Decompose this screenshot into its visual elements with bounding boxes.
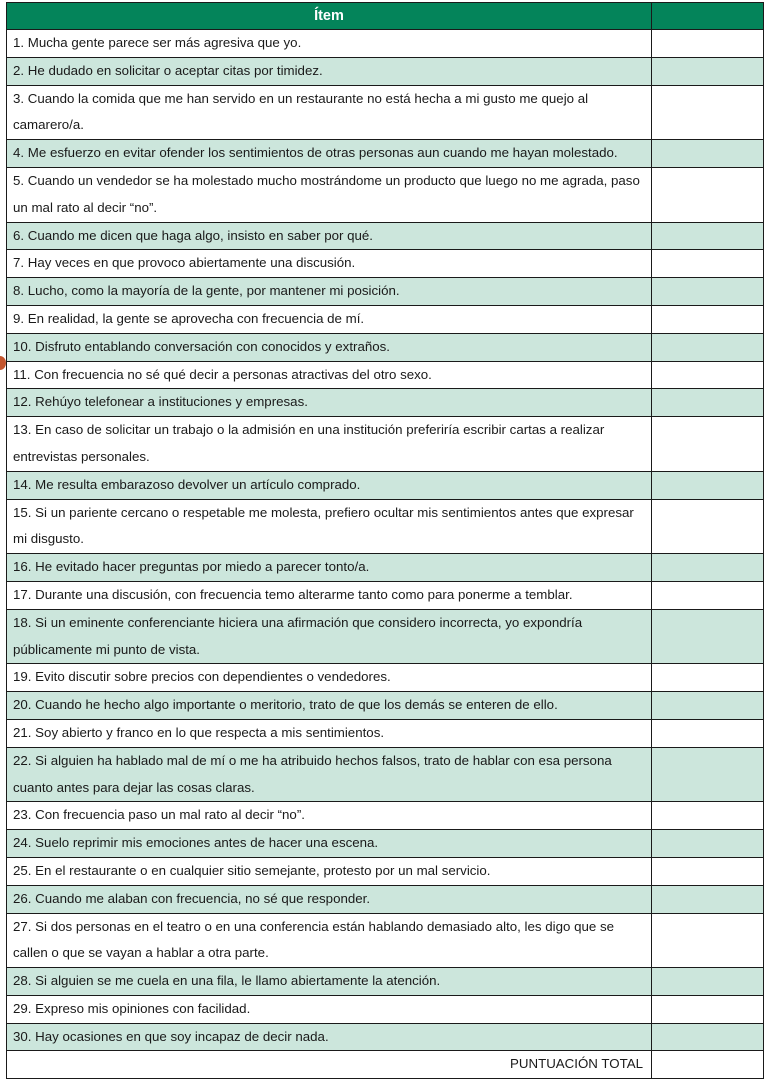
item-text: 27. Si dos personas en el teatro o en una conferencia están hablando demasiado alto, les digo que se callen o que se vayan a hablar a otra parte. (7, 913, 652, 968)
item-text: 22. Si alguien ha hablado mal de mí o me ha atribuido hechos falsos, trato de hablar con esa persona cuanto antes para dejar las cosas claras. (7, 747, 652, 802)
table-row (7, 471, 764, 499)
item-text: 19. Evito discutir sobre precios con dependientes o vendedores. (7, 664, 652, 692)
score-cell[interactable] (652, 499, 764, 554)
item-text: 13. En caso de solicitar un trabajo o la admisión en una institución preferiría escribir cartas a realizar entrevistas personales. (7, 417, 652, 472)
table-row (7, 167, 764, 222)
item-rows (7, 30, 764, 1051)
table-row (7, 305, 764, 333)
item-text: 21. Soy abierto y franco en lo que respecta a mis sentimientos. (7, 719, 652, 747)
table-row (7, 85, 764, 140)
item-text: 17. Durante una discusión, con frecuencia temo alterarme tanto como para ponerme a temblar. (7, 581, 652, 609)
item-text: 25. En el restaurante o en cualquier sitio semejante, protesto por un mal servicio. (7, 857, 652, 885)
table-row (7, 140, 764, 168)
item-text: 5. Cuando un vendedor se ha molestado mucho mostrándome un producto que luego no me agrada, paso un mal rato al decir “no”. (7, 167, 652, 222)
score-cell[interactable] (652, 719, 764, 747)
score-cell[interactable] (652, 250, 764, 278)
item-text: 26. Cuando me alaban con frecuencia, no sé que responder. (7, 885, 652, 913)
item-text: 11. Con frecuencia no sé qué decir a personas atractivas del otro sexo. (7, 361, 652, 389)
score-cell[interactable] (652, 222, 764, 250)
table-row (7, 995, 764, 1023)
score-cell[interactable] (652, 278, 764, 306)
item-text: 9. En realidad, la gente se aprovecha con frecuencia de mí. (7, 305, 652, 333)
table-row (7, 1023, 764, 1051)
score-cell[interactable] (652, 389, 764, 417)
item-text: 16. He evitado hacer preguntas por miedo a parecer tonto/a. (7, 554, 652, 582)
table-row (7, 389, 764, 417)
score-cell[interactable] (652, 85, 764, 140)
header-item: Ítem (7, 3, 652, 30)
item-text: 30. Hay ocasiones en que soy incapaz de decir nada. (7, 1023, 652, 1051)
score-cell[interactable] (652, 57, 764, 85)
table-row (7, 692, 764, 720)
score-cell[interactable] (652, 167, 764, 222)
score-cell[interactable] (652, 885, 764, 913)
table-row (7, 664, 764, 692)
table-row (7, 802, 764, 830)
score-cell[interactable] (652, 554, 764, 582)
header-score (652, 3, 764, 30)
total-label: PUNTUACIÓN TOTAL (7, 1051, 652, 1079)
table-row (7, 554, 764, 582)
table-row (7, 609, 764, 664)
item-text: 1. Mucha gente parece ser más agresiva que yo. (7, 30, 652, 58)
item-text: 15. Si un pariente cercano o respetable me molesta, prefiero ocultar mis sentimientos antes que expresar mi disgusto. (7, 499, 652, 554)
table-header-row (7, 3, 764, 30)
table-row (7, 278, 764, 306)
table-row (7, 333, 764, 361)
score-cell[interactable] (652, 333, 764, 361)
table-row (7, 250, 764, 278)
score-cell[interactable] (652, 995, 764, 1023)
table-row (7, 747, 764, 802)
item-text: 4. Me esfuerzo en evitar ofender los sentimientos de otras personas aun cuando me hayan molestado. (7, 140, 652, 168)
score-cell[interactable] (652, 913, 764, 968)
item-text: 6. Cuando me dicen que haga algo, insisto en saber por qué. (7, 222, 652, 250)
score-cell[interactable] (652, 802, 764, 830)
score-cell[interactable] (652, 1023, 764, 1051)
score-cell[interactable] (652, 609, 764, 664)
assertiveness-inventory-table (6, 2, 764, 1079)
item-text: 20. Cuando he hecho algo importante o meritorio, trato de que los demás se enteren de ello. (7, 692, 652, 720)
item-text: 18. Si un eminente conferenciante hiciera una afirmación que considero incorrecta, yo expondría públicamente mi punto de vista. (7, 609, 652, 664)
score-cell[interactable] (652, 664, 764, 692)
score-cell[interactable] (652, 30, 764, 58)
item-text: 23. Con frecuencia paso un mal rato al decir “no”. (7, 802, 652, 830)
table-row (7, 581, 764, 609)
table-row (7, 222, 764, 250)
item-text: 3. Cuando la comida que me han servido en un restaurante no está hecha a mi gusto me quejo al camarero/a. (7, 85, 652, 140)
item-text: 24. Suelo reprimir mis emociones antes de hacer una escena. (7, 830, 652, 858)
table-row (7, 719, 764, 747)
total-score-cell[interactable] (652, 1051, 764, 1079)
score-cell[interactable] (652, 857, 764, 885)
item-text: 12. Rehúyo telefonear a instituciones y empresas. (7, 389, 652, 417)
table-row (7, 30, 764, 58)
total-row (7, 1051, 764, 1079)
score-cell[interactable] (652, 692, 764, 720)
table-row (7, 57, 764, 85)
table-row (7, 830, 764, 858)
score-cell[interactable] (652, 305, 764, 333)
item-text: 8. Lucho, como la mayoría de la gente, por mantener mi posición. (7, 278, 652, 306)
table-row (7, 913, 764, 968)
table-row (7, 968, 764, 996)
score-cell[interactable] (652, 417, 764, 472)
table-row (7, 417, 764, 472)
score-cell[interactable] (652, 581, 764, 609)
table-row (7, 885, 764, 913)
table-row (7, 499, 764, 554)
item-text: 14. Me resulta embarazoso devolver un artículo comprado. (7, 471, 652, 499)
score-cell[interactable] (652, 471, 764, 499)
score-cell[interactable] (652, 140, 764, 168)
item-text: 2. He dudado en solicitar o aceptar citas por timidez. (7, 57, 652, 85)
score-cell[interactable] (652, 747, 764, 802)
table-row (7, 857, 764, 885)
score-cell[interactable] (652, 361, 764, 389)
score-cell[interactable] (652, 968, 764, 996)
item-text: 29. Expreso mis opiniones con facilidad. (7, 995, 652, 1023)
item-text: 10. Disfruto entablando conversación con conocidos y extraños. (7, 333, 652, 361)
score-cell[interactable] (652, 830, 764, 858)
item-text: 28. Si alguien se me cuela en una fila, le llamo abiertamente la atención. (7, 968, 652, 996)
table-row (7, 361, 764, 389)
item-text: 7. Hay veces en que provoco abiertamente una discusión. (7, 250, 652, 278)
